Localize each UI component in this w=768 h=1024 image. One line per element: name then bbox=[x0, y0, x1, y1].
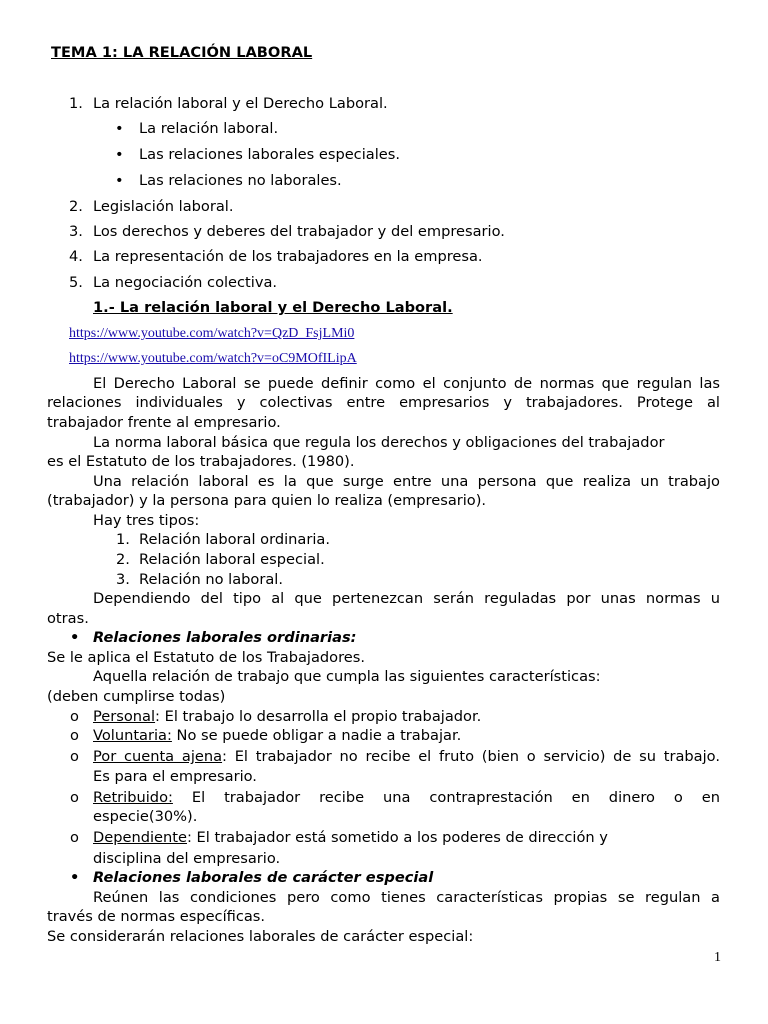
index-number: 1. bbox=[69, 95, 83, 112]
list-number: 3. bbox=[116, 571, 130, 588]
term: Por cuenta ajena bbox=[93, 748, 223, 765]
paragraph-line: (trabajador) y la persona para quien lo realiza (empresario). bbox=[47, 492, 487, 509]
index-subitem-text: Las relaciones laborales especiales. bbox=[139, 146, 400, 163]
circle-bullet-icon: o bbox=[70, 727, 79, 744]
paragraph-line: es el Estatuto de los trabajadores. (1980). bbox=[47, 453, 355, 470]
index-subitem-text: La relación laboral. bbox=[139, 120, 279, 137]
list-text: Relación laboral ordinaria. bbox=[139, 531, 331, 548]
index-number: 2. bbox=[69, 198, 83, 215]
paragraph-line: relaciones individuales y colectivas entre empresarios y trabajadores. Protege al bbox=[47, 394, 720, 411]
term-description: El trabajador recibe una contraprestación en dinero o en bbox=[172, 789, 720, 806]
paragraph-line: otras. bbox=[47, 610, 89, 627]
paragraph-line: El Derecho Laboral se puede definir como el conjunto de normas que regulan las bbox=[93, 375, 720, 392]
bullet-icon: • bbox=[70, 629, 80, 646]
paragraph-line: Se le aplica el Estatuto de los Trabajadores. bbox=[47, 649, 366, 666]
video-link[interactable]: https://www.youtube.com/watch?v=oC9MOfILipA bbox=[69, 351, 357, 366]
subsection-heading: Relaciones laborales de carácter especial bbox=[93, 869, 434, 886]
circle-bullet-icon: o bbox=[70, 748, 79, 765]
paragraph-line: La norma laboral básica que regula los derechos y obligaciones del trabajador bbox=[93, 434, 665, 451]
circle-bullet-icon: o bbox=[70, 708, 79, 725]
list-item-line bbox=[93, 707, 481, 726]
list-text: Relación laboral especial. bbox=[139, 551, 325, 568]
circle-bullet-icon: o bbox=[70, 829, 79, 846]
paragraph-line: Se considerarán relaciones laborales de carácter especial: bbox=[47, 928, 474, 945]
circle-bullet-icon: o bbox=[70, 789, 79, 806]
index-subitem-text: Las relaciones no laborales. bbox=[139, 172, 342, 189]
list-text: Relación no laboral. bbox=[139, 571, 283, 588]
bullet-icon: • bbox=[115, 172, 124, 189]
page-title: TEMA 1: LA RELACIÓN LABORAL bbox=[51, 44, 313, 61]
term-description: : El trabajo lo desarrolla el propio trabajador. bbox=[155, 708, 482, 725]
paragraph-line: Reúnen las condiciones pero como tienes características propias se regulan a bbox=[93, 889, 720, 906]
index-number: 5. bbox=[69, 274, 83, 291]
paragraph-line: Dependiendo del tipo al que pertenezcan serán reguladas por unas normas u bbox=[93, 590, 720, 607]
list-item-continuation: disciplina del empresario. bbox=[93, 850, 281, 867]
index-text: Los derechos y deberes del trabajador y del empresario. bbox=[93, 223, 505, 240]
term: Dependiente bbox=[93, 829, 187, 846]
page-number: 1 bbox=[714, 950, 721, 965]
list-item-continuation: Es para el empresario. bbox=[93, 768, 257, 785]
index-text: Legislación laboral. bbox=[93, 198, 234, 215]
term: Retribuido: bbox=[93, 789, 173, 806]
list-number: 1. bbox=[116, 531, 130, 548]
paragraph-line: Aquella relación de trabajo que cumpla las siguientes características: bbox=[93, 668, 601, 685]
list-item-continuation: especie(30%). bbox=[93, 808, 198, 825]
list-item-line bbox=[93, 747, 720, 766]
paragraph-line: través de normas específicas. bbox=[47, 908, 266, 925]
index-number: 4. bbox=[69, 248, 83, 265]
bullet-icon: • bbox=[70, 869, 80, 886]
index-text: La representación de los trabajadores en la empresa. bbox=[93, 248, 483, 265]
list-number: 2. bbox=[116, 551, 130, 568]
list-item-line bbox=[93, 828, 608, 847]
subsection-heading: Relaciones laborales ordinarias: bbox=[93, 629, 357, 646]
section-heading: 1.- La relación laboral y el Derecho Laboral. bbox=[93, 299, 453, 316]
bullet-icon: • bbox=[115, 146, 124, 163]
index-text: La negociación colectiva. bbox=[93, 274, 278, 291]
paragraph-line: Una relación laboral es la que surge entre una persona que realiza un trabajo bbox=[93, 473, 720, 490]
index-number: 3. bbox=[69, 223, 83, 240]
paragraph-line: trabajador frente al empresario. bbox=[47, 414, 281, 431]
paragraph-line: Hay tres tipos: bbox=[93, 512, 200, 529]
video-link[interactable]: https://www.youtube.com/watch?v=QzD_FsjLMi0 bbox=[69, 326, 355, 341]
index-text: La relación laboral y el Derecho Laboral. bbox=[93, 95, 388, 112]
paragraph-line: (deben cumplirse todas) bbox=[47, 688, 226, 705]
term: Personal bbox=[93, 708, 156, 725]
term-description: : El trabajador está sometido a los poderes de dirección y bbox=[186, 829, 608, 846]
term-description: No se puede obligar a nadie a trabajar. bbox=[171, 727, 462, 744]
bullet-icon: • bbox=[115, 120, 124, 137]
list-item-line bbox=[93, 726, 461, 745]
term: Voluntaria: bbox=[93, 727, 172, 744]
list-item-line bbox=[93, 788, 720, 807]
term-description: : El trabajador no recibe el fruto (bien o servicio) de su trabajo. bbox=[222, 748, 720, 765]
